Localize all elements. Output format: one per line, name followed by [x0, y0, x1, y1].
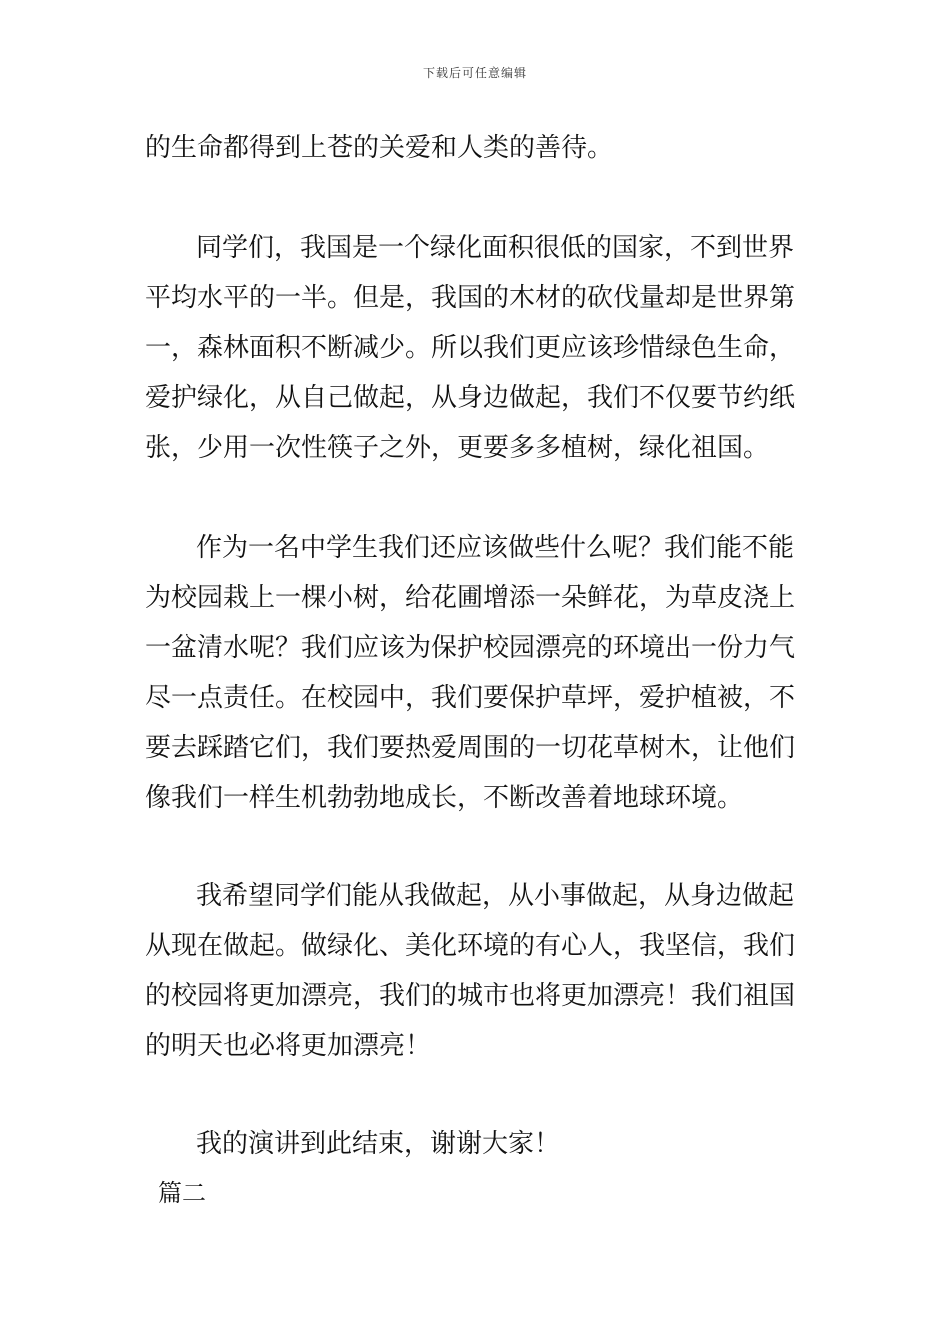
section-heading: 篇二: [158, 1179, 206, 1207]
text-line: 作为一名中学生我们还应该做些什么呢？我们能不能: [170, 533, 795, 563]
text-line: 要去踩踏它们，我们要热爱周围的一切花草树木，让他们: [145, 733, 796, 763]
text-line: 的校园将更加漂亮，我们的城市也将更加漂亮！我们祖国: [145, 981, 796, 1011]
text-line: 一，森林面积不断减少。所以我们更应该珍惜绿色生命，: [145, 333, 796, 363]
text-line: 尽一点责任。在校园中，我们要保护草坪，爱护植被，不: [145, 683, 796, 713]
text-line: 一盆清水呢？我们应该为保护校园漂亮的环境出一份力气: [145, 633, 796, 663]
text-line: 为校园栽上一棵小树，给花圃增添一朵鲜花，为草皮浇上: [145, 583, 796, 613]
text-line: 爱护绿化，从自己做起，从身边做起，我们不仅要节约纸: [145, 383, 796, 413]
text-line: 我的演讲到此结束，谢谢大家！: [170, 1129, 561, 1159]
text-line: 的生命都得到上苍的关爱和人类的善待。: [145, 133, 614, 163]
text-line: 像我们一样生机勃勃地成长，不断改善着地球环境。: [145, 783, 744, 813]
text-line: 平均水平的一半。但是，我国的木材的砍伐量却是世界第: [145, 283, 796, 313]
text-line: 的明天也必将更加漂亮！: [145, 1031, 432, 1061]
text-line: 同学们，我国是一个绿化面积很低的国家，不到世界: [170, 233, 795, 263]
text-line: 张，少用一次性筷子之外，更要多多植树，绿化祖国。: [145, 433, 770, 463]
text-line: 从现在做起。做绿化、美化环境的有心人，我坚信，我们: [145, 931, 796, 961]
text-line: 我希望同学们能从我做起，从小事做起，从身边做起: [170, 881, 795, 911]
page-header: 下载后可任意编辑: [422, 66, 527, 80]
